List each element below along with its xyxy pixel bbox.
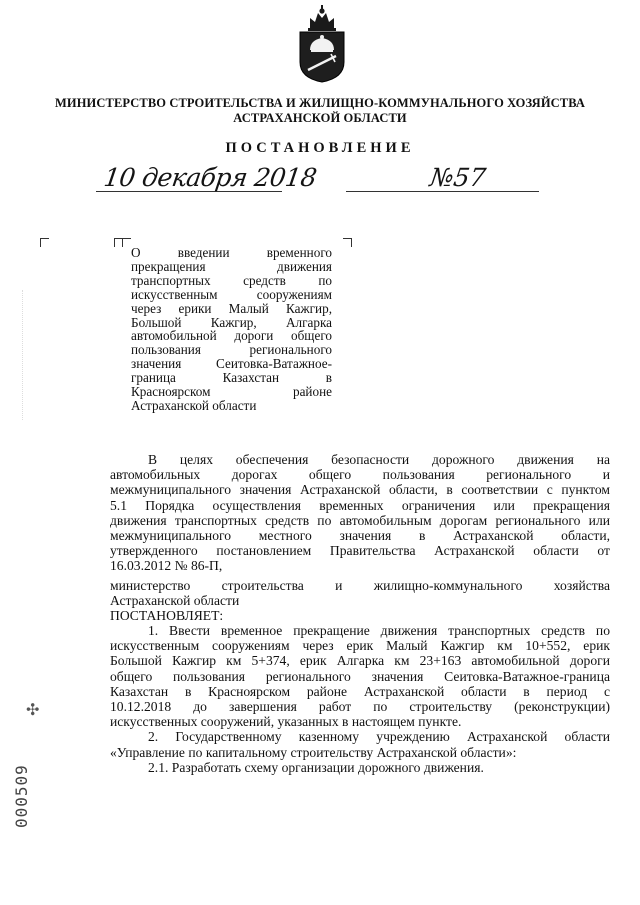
ministry-name	[40, 96, 600, 126]
body-line: Казахстан в Красноярском районе Астраханской области в период с	[110, 683, 610, 699]
handwritten-number: №57	[428, 163, 488, 192]
body-line: межмуниципального местного значения в Астраханской области,	[110, 527, 610, 543]
subject-line: О введении временного	[131, 245, 332, 260]
body-line: искусственным сооружениям через ерик Малый Кажгир км 10+552, ерик	[110, 638, 610, 654]
body-line: 2.1. Разработать схему организации дорожного движения.	[148, 759, 484, 775]
body-line: межмуниципального значения Астраханской области, в соответствии с пунктом	[110, 482, 610, 498]
subject-line: значения Сеитовка-Ватажное-	[131, 356, 332, 372]
body-line: Астраханской области	[110, 592, 240, 608]
ministry-name-line: МИНИСТЕРСТВО СТРОИТЕЛЬСТВА И ЖИЛИЩНО-КОММУНАЛЬНОГО ХОЗЯЙСТВА	[55, 96, 585, 110]
body-line: 5.1 Порядка осуществления временных ограничения или прекращения	[110, 497, 610, 513]
subject-line: Астраханской области	[131, 397, 257, 413]
margin-mark-icon: ✣	[26, 702, 40, 719]
subject-line: пользования регионального	[131, 342, 332, 358]
subject-line: транспортных средств по	[131, 272, 332, 288]
body-line: 10.12.2018 до завершения работ по строительству (реконструкции)	[110, 699, 610, 714]
body-line: 16.03.2012 № 86-П,	[110, 558, 223, 574]
body-line: автомобильных дорогах общего пользования регионального и	[110, 467, 610, 483]
body-line: искусственных сооружений, указанных в настоящем пункте.	[110, 714, 462, 730]
subject-line: Большой Кажгир, Алгарка	[131, 314, 332, 330]
document-type-title: ПОСТАНОВЛЕНИЕ	[225, 140, 415, 156]
subject-line: прекращения движения	[131, 258, 332, 274]
body-text	[110, 452, 610, 775]
corner-bracket	[122, 238, 131, 247]
body-line: министерство строительства и жилищно-коммунального хозяйства	[110, 577, 610, 593]
subject-line: Красноярском районе	[131, 384, 332, 400]
subject-block	[131, 246, 332, 413]
body-line: «Управление по капитальному строительству Астраханской области»:	[110, 744, 517, 760]
subject-line: через ерики Малый Кажгир,	[131, 300, 332, 316]
body-line: движения транспортных средств по автомобильным дорогам регионального или	[110, 512, 610, 528]
coat-of-arms-icon	[296, 4, 348, 84]
body-line: общего пользования регионального значения Сеитовка-Ватажное-граница	[110, 668, 610, 684]
margin-code: 000509	[12, 764, 31, 828]
corner-bracket	[343, 238, 352, 247]
ministry-name-line: АСТРАХАНСКОЙ ОБЛАСТИ	[233, 111, 407, 125]
subject-line: граница Казахстан в	[131, 370, 332, 386]
corner-bracket	[40, 238, 49, 247]
handwritten-date: 10 декабря 2018	[102, 163, 319, 192]
resolution-keyword: ПОСТАНОВЛЯЕТ:	[110, 607, 224, 623]
body-line: 2. Государственному казенному учреждению Астраханской области	[148, 729, 610, 745]
scan-artifact	[22, 290, 25, 420]
body-line: 1. Ввести временное прекращение движения транспортных средств по	[148, 623, 610, 639]
subject-line: автомобильной дороги общего	[131, 328, 332, 344]
body-line: утвержденного постановлением Правительства Астраханской области от	[110, 543, 610, 559]
body-line: В целях обеспечения безопасности дорожного движения на	[148, 452, 610, 467]
subject-line: искусственным сооружениям	[131, 286, 332, 302]
body-line: Большой Кажгир км 5+374, ерик Алгарка км 23+163 автомобильной дороги	[110, 653, 610, 669]
